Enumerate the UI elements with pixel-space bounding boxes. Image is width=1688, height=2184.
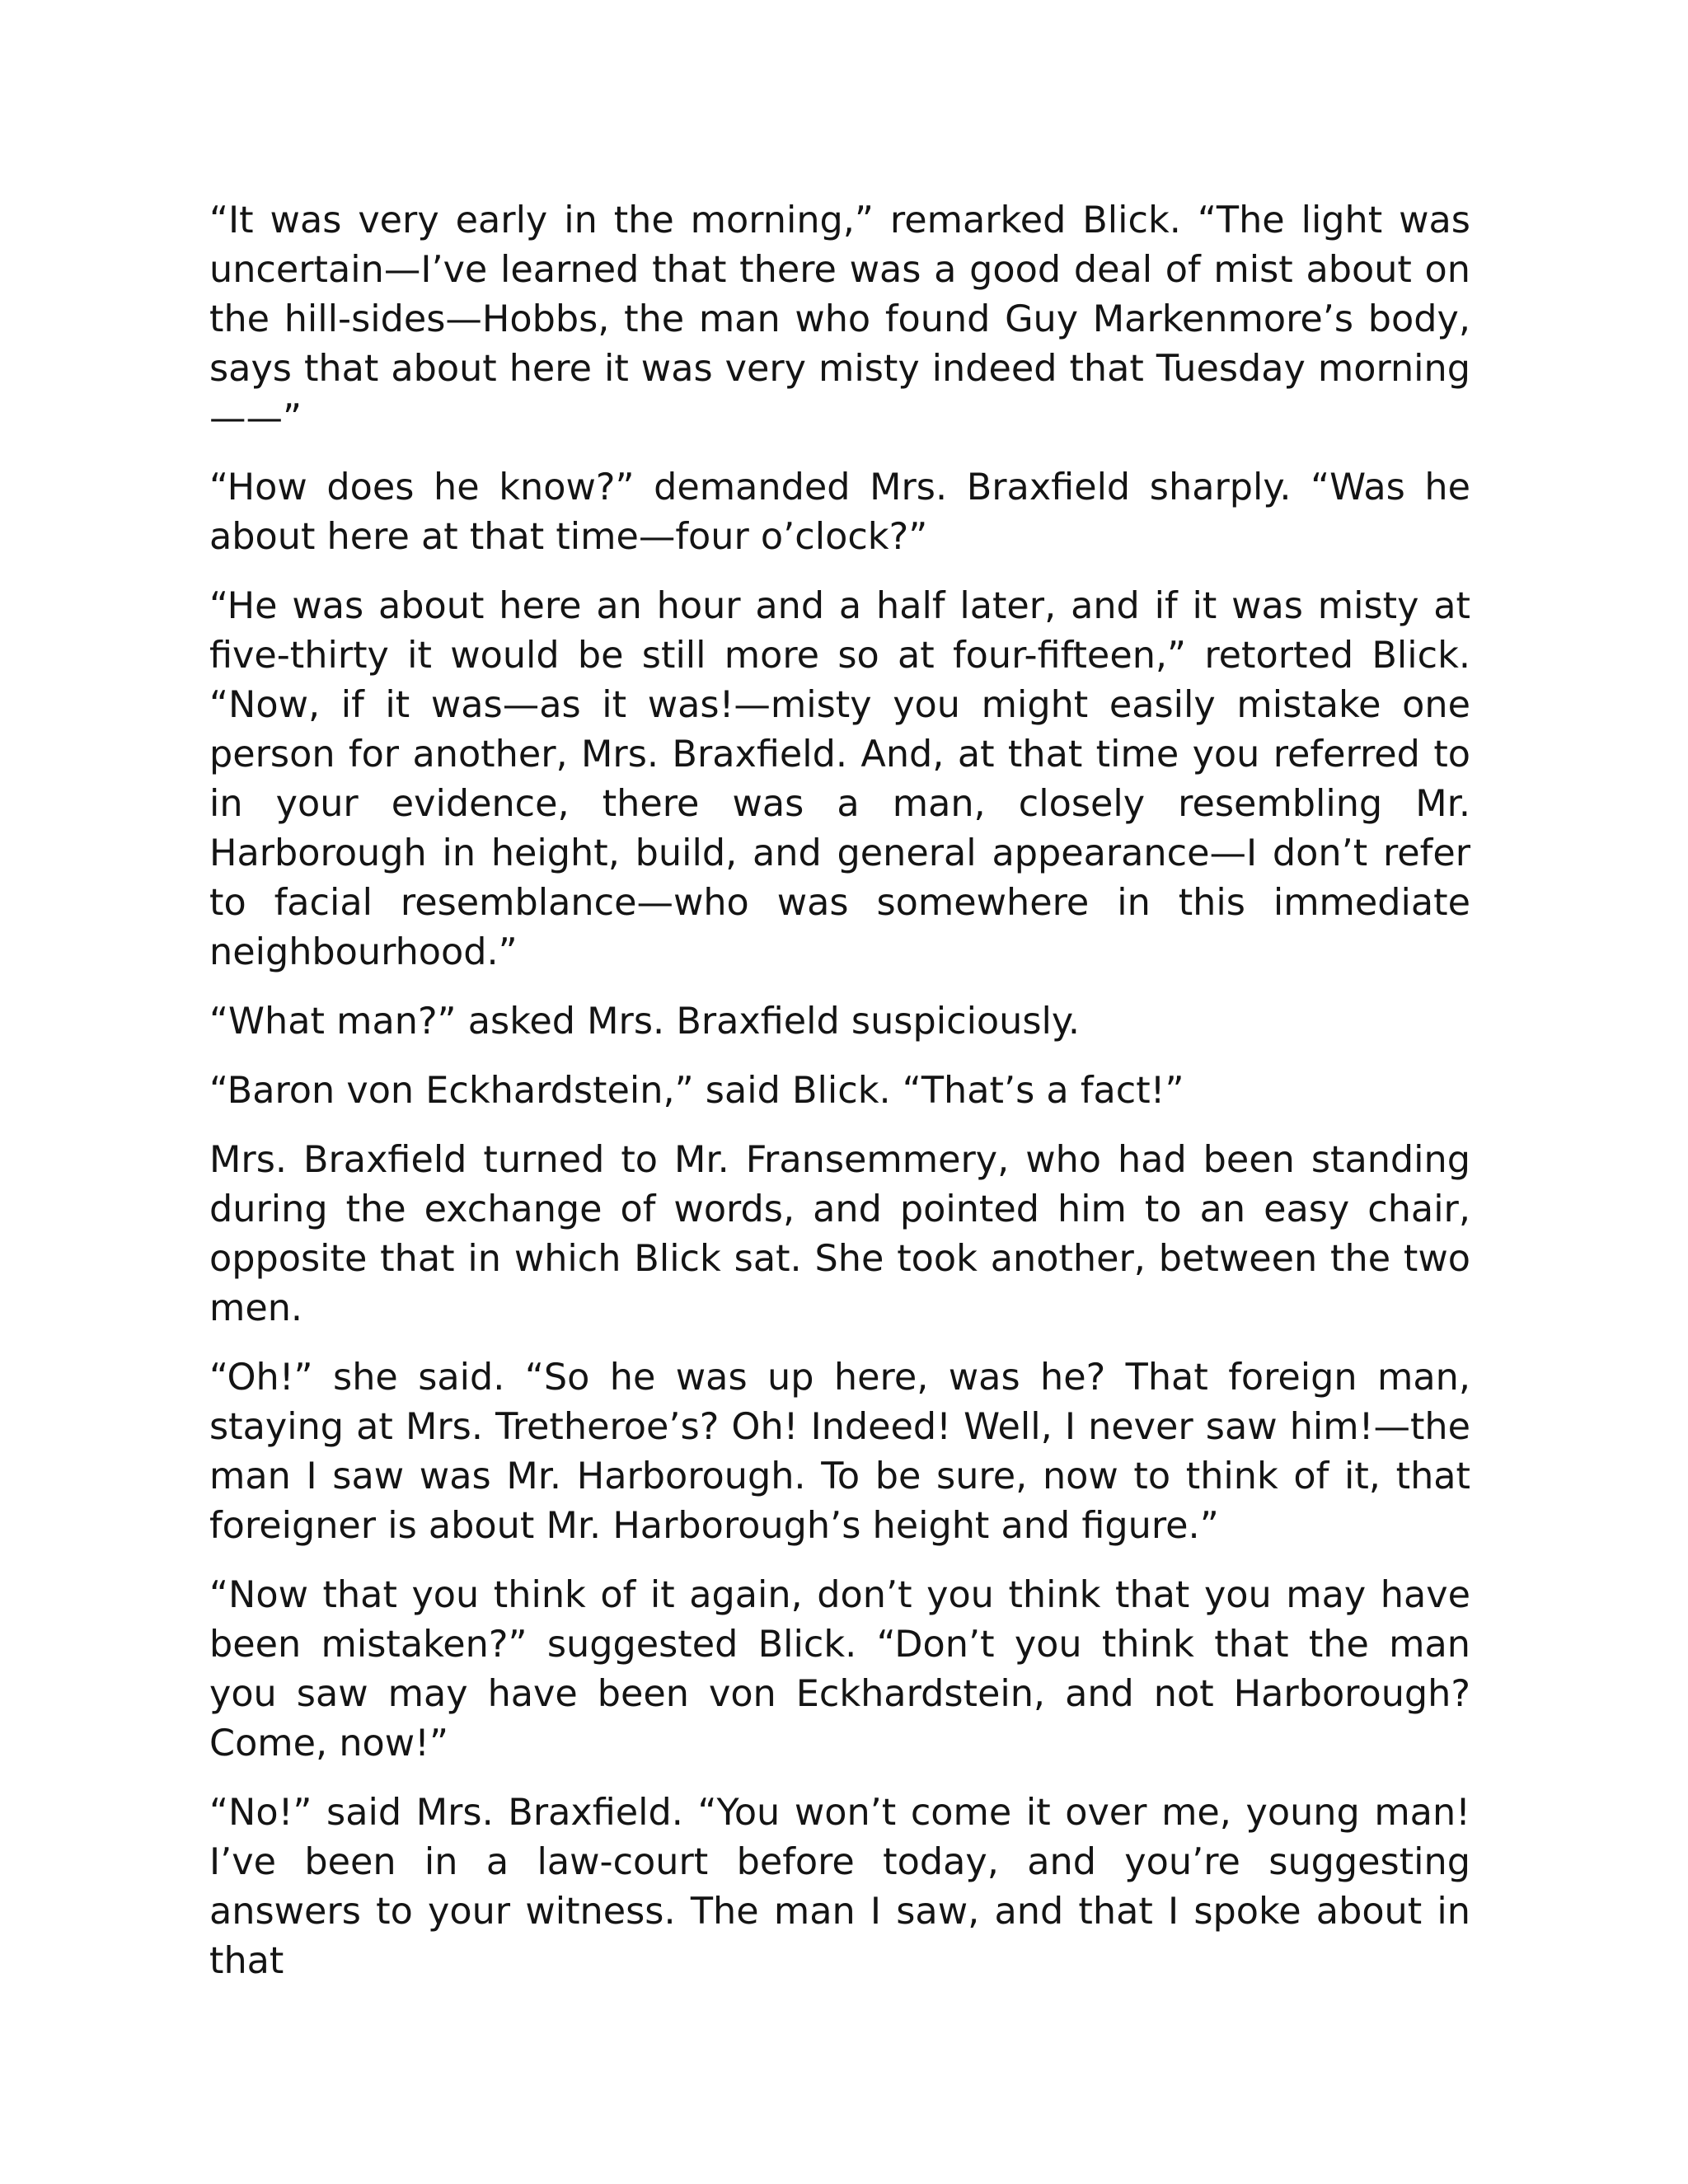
paragraph-4: “What man?” asked Mrs. Braxfield suspiciously.	[209, 1001, 1081, 1043]
paragraph-6: Mrs. Braxfield turned to Mr. Fransemmery, who had been standing during the exchange of words, and pointed him to an easy chair, opposite that in which Blick sat. She took another, between the two men.	[209, 1139, 1470, 1329]
paragraph-7: “Oh!” she said. “So he was up here, was he? That foreign man, staying at Mrs. Tretheroe’s? Oh! Indeed! Well, I never saw him!—the man I saw was Mr. Harborough. To be sure, now to think of it, that foreigner is about Mr. Harborough’s height and figure.”	[209, 1357, 1470, 1547]
paragraph-3: “He was about here an hour and a half later, and if it was misty at five-thirty it would be still more so at four-fifteen,” retorted Blick. “Now, if it was—as it was!—misty you might easily mistake one person for another, Mrs. Braxfield. And, at that time you referred to in your evidence, there was a man, closely resembling Mr. Harborough in height, build, and general appearance—I don’t refer to facial resemblance—who was somewhere in this immediate neighbourhood.”	[209, 585, 1470, 973]
paragraph-1: “It was very early in the morning,” remarked Blick. “The light was uncertain—I’ve learned that there was a good deal of mist about on the hill-sides—Hobbs, the man who found Guy Markenmore’s body, says that about here it was very misty indeed that Tuesday morning ——”	[209, 199, 1470, 439]
paragraph-9: “No!” said Mrs. Braxfield. “You won’t come it over me, young man! I’ve been in a law-court before today, and you’re suggesting answers to your witness. The man I saw, and that I spoke about in that	[209, 1792, 1470, 1982]
page-text	[209, 196, 1470, 1986]
paragraph-5: “Baron von Eckhardstein,” said Blick. “That’s a fact!”	[209, 1070, 1184, 1112]
paragraph-8: “Now that you think of it again, don’t you think that you may have been mistaken?” suggested Blick. “Don’t you think that the man you saw may have been von Eckhardstein, and not Harborough? Come, now!”	[209, 1574, 1470, 1765]
paragraph-2: “How does he know?” demanded Mrs. Braxfield sharply. “Was he about here at that time—four o’clock?”	[209, 466, 1470, 558]
